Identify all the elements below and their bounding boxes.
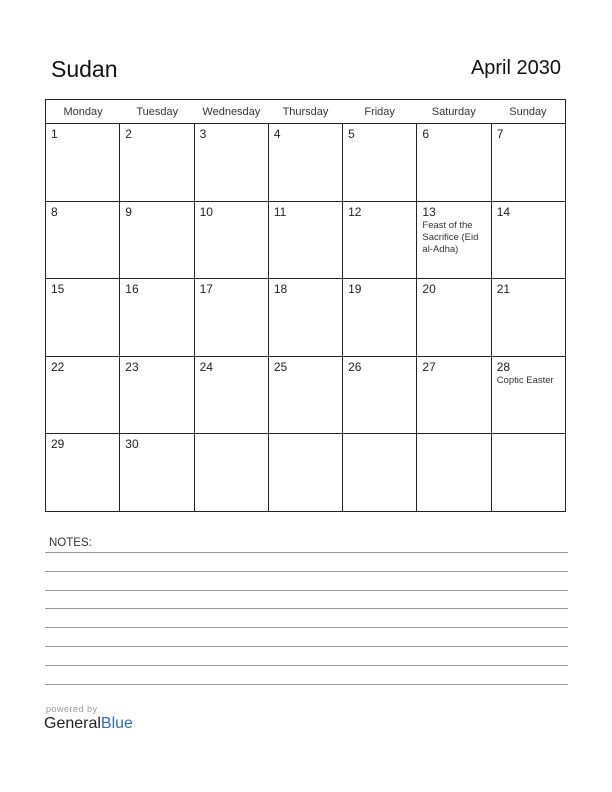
day-number: 12: [348, 204, 362, 219]
notes-line: [45, 590, 568, 591]
day-number: 17: [199, 282, 213, 297]
day-cell: [46, 124, 120, 201]
day-number: 15: [51, 282, 65, 297]
weeks-container: [46, 124, 565, 511]
weekday-sunday: Sunday: [509, 106, 547, 118]
country-title: Sudan: [51, 56, 118, 82]
weekday-saturday: Saturday: [431, 106, 476, 118]
week-row: [46, 202, 565, 280]
notes-line: [45, 665, 568, 666]
empty-day-cell: [269, 434, 343, 511]
empty-day-cell: [343, 434, 417, 511]
day-cell: [46, 202, 120, 279]
week-row: [46, 279, 565, 357]
day-cell: [46, 357, 120, 434]
day-cell: [492, 202, 565, 279]
notes-label: NOTES:: [49, 537, 92, 549]
day-cell: [417, 279, 491, 356]
day-cell: [269, 279, 343, 356]
day-cell: [343, 279, 417, 356]
day-cell: [195, 124, 269, 201]
weekday-wednesday: Wednesday: [202, 106, 261, 118]
brand-logo: [44, 704, 133, 733]
day-number: 18: [273, 282, 288, 297]
day-number: 30: [125, 437, 139, 452]
day-cell: [492, 357, 565, 434]
day-cell: [195, 357, 269, 434]
day-number: 4: [273, 127, 281, 141]
day-cell: [343, 124, 417, 201]
day-number: 2: [125, 127, 132, 141]
brand-general-text: General: [44, 715, 101, 732]
day-number: 6: [422, 127, 430, 141]
day-number: 22: [51, 359, 65, 374]
day-number: 25: [273, 359, 288, 374]
day-number: 24: [199, 359, 213, 374]
day-cell: [195, 279, 269, 356]
week-row: [46, 434, 565, 511]
day-number: 10: [199, 204, 213, 219]
empty-day-cell: [195, 434, 269, 511]
notes-line: [45, 552, 568, 553]
day-cell: [120, 202, 194, 279]
day-number: 16: [125, 282, 139, 297]
day-number: 21: [496, 282, 511, 297]
day-number: 26: [348, 359, 362, 374]
day-number: 19: [348, 282, 362, 297]
day-cell: [269, 357, 343, 434]
day-number: 9: [125, 204, 132, 219]
day-number: 7: [496, 127, 504, 141]
day-cell: [269, 124, 343, 201]
day-number: 23: [125, 359, 139, 374]
notes-line: [45, 608, 568, 609]
weekday-header-row: [46, 100, 565, 124]
weekday-monday: Monday: [63, 106, 103, 118]
day-number: 1: [51, 127, 58, 141]
notes-line: [45, 646, 568, 647]
week-row: [46, 124, 565, 202]
day-cell: [343, 202, 417, 279]
powered-by-text: powered by: [46, 704, 98, 714]
day-number: 29: [51, 437, 65, 452]
day-cell: [492, 124, 565, 201]
brand-blue-text: Blue: [100, 715, 133, 732]
day-number: 8: [51, 204, 58, 219]
day-cell: [269, 202, 343, 279]
day-cell: [492, 279, 565, 356]
day-cell: [195, 202, 269, 279]
holiday-label: Feast of the Sacrifice (Eid al-Adha): [422, 219, 479, 255]
day-cell: [120, 124, 194, 201]
notes-line: [45, 627, 568, 628]
empty-day-cell: [492, 434, 565, 511]
day-number: 27: [422, 359, 436, 374]
day-cell: [46, 434, 120, 511]
weekday-friday: Friday: [364, 106, 395, 118]
day-number: 13: [422, 204, 436, 219]
day-number: 20: [422, 282, 436, 297]
day-cell: [343, 357, 417, 434]
day-cell: [417, 124, 491, 201]
brand-name: [44, 715, 133, 733]
day-cell: [417, 202, 491, 279]
holiday-label: Coptic Easter: [496, 374, 554, 386]
day-cell: [120, 279, 194, 356]
day-number: 3: [199, 127, 207, 141]
month-year-title: April 2030: [470, 57, 561, 79]
day-cell: [46, 279, 120, 356]
day-cell: [417, 357, 491, 434]
notes-line: [45, 571, 568, 572]
day-number: 28: [496, 359, 511, 374]
weekday-tuesday: Tuesday: [136, 106, 179, 118]
week-row: [46, 357, 565, 435]
day-cell: [120, 357, 194, 434]
notes-line: [45, 684, 568, 685]
weekday-thursday: Thursday: [282, 106, 329, 118]
day-number: 5: [348, 127, 355, 141]
calendar-grid: [45, 99, 566, 512]
empty-day-cell: [417, 434, 491, 511]
day-number: 11: [273, 204, 287, 219]
day-number: 14: [496, 204, 511, 219]
day-cell: [120, 434, 194, 511]
